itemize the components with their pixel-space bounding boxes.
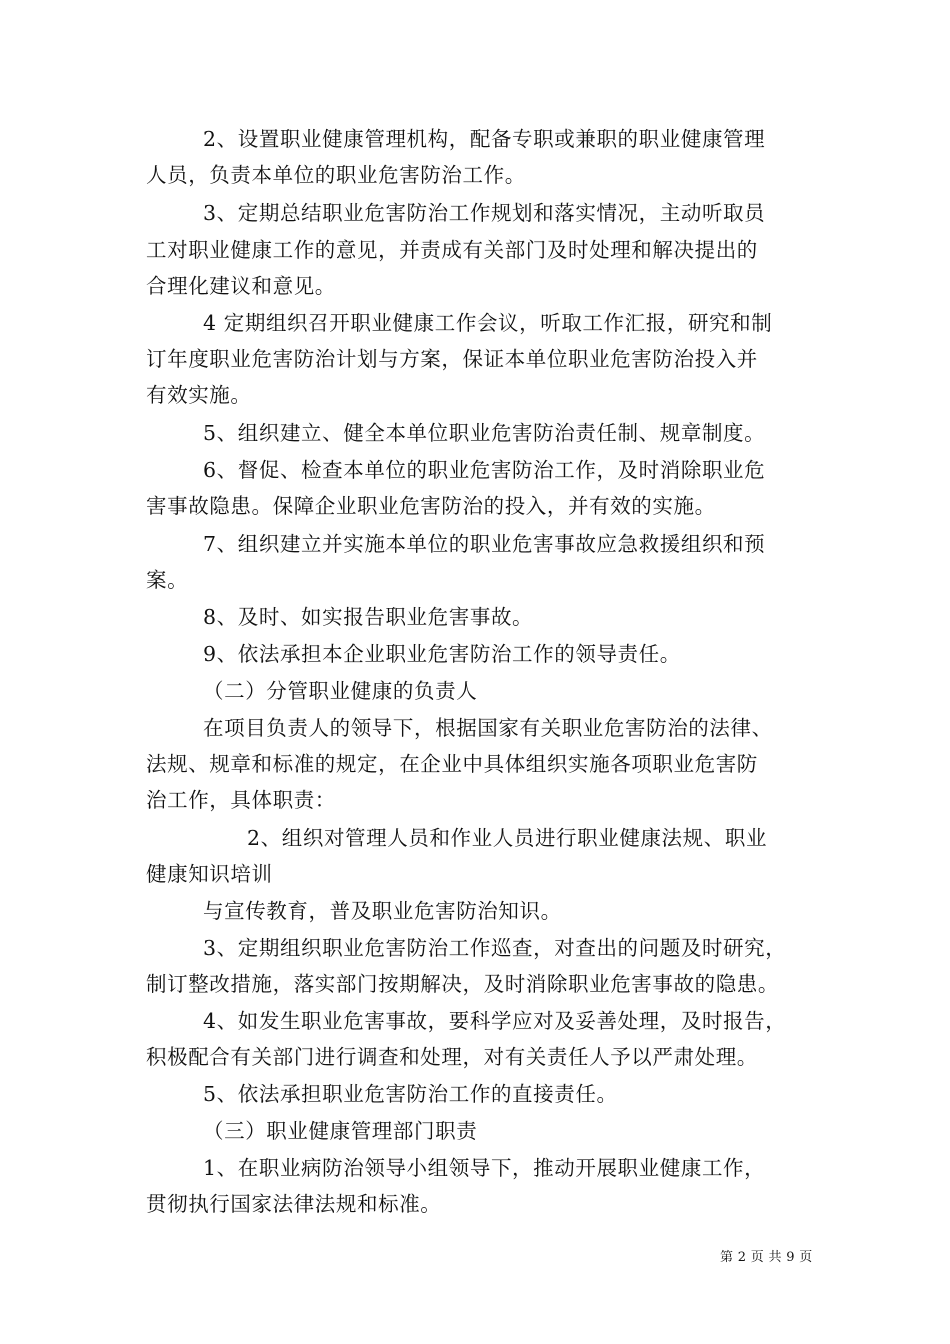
- text-line: 3、定期总结职业危害防治工作规划和落实情况，主动听取员: [203, 201, 766, 225]
- text-line: 在项目负责人的领导下，根据国家有关职业危害防治的法律、: [203, 716, 773, 740]
- text-line: 2、设置职业健康管理机构，配备专职或兼职的职业健康管理: [203, 127, 766, 151]
- text-line: 6、督促、检查本单位的职业危害防治工作，及时消除职业危: [203, 458, 766, 482]
- text-line: 治工作，具体职责：: [146, 788, 336, 812]
- text-line: 5、依法承担职业危害防治工作的直接责任。: [203, 1082, 618, 1106]
- text-line: 7、组织建立并实施本单位的职业危害事故应急救援组织和预: [203, 532, 766, 556]
- text-line: 9、依法承担本企业职业危害防治工作的领导责任。: [203, 642, 681, 666]
- text-line: 法规、规章和标准的规定，在企业中具体组织实施各项职业危害防: [146, 752, 758, 776]
- text-line: 合理化建议和意见。: [146, 274, 336, 298]
- text-line: 案。: [146, 568, 189, 592]
- text-line: 8、及时、如实报告职业危害事故。: [203, 605, 534, 629]
- text-line: 4 定期组织召开职业健康工作会议，听取工作汇报，研究和制: [203, 311, 773, 335]
- section-heading: （二）分管职业健康的负责人: [203, 679, 478, 703]
- text-line: 3、定期组织职业危害防治工作巡查，对查出的问题及时研究，: [203, 936, 787, 960]
- text-line: 与宣传教育，普及职业危害防治知识。: [203, 899, 562, 923]
- text-line: 4、如发生职业危害事故，要科学应对及妥善处理，及时报告，: [203, 1009, 787, 1033]
- page-number-footer: 第 2 页 共 9 页: [720, 1250, 813, 1265]
- text-line: 害事故隐患。保障企业职业危害防治的投入，并有效的实施。: [146, 494, 716, 518]
- text-line: 2、组织对管理人员和作业人员进行职业健康法规、职业: [247, 826, 768, 850]
- text-line: 贯彻执行国家法律法规和标准。: [146, 1192, 442, 1216]
- text-line: 健康知识培训: [146, 862, 273, 886]
- text-line: 人员，负责本单位的职业危害防治工作。: [146, 163, 526, 187]
- text-line: 5、组织建立、健全本单位职业危害防治责任制、规章制度。: [203, 421, 766, 445]
- text-line: 订年度职业危害防治计划与方案，保证本单位职业危害防治投入并: [146, 347, 758, 371]
- text-line: 积极配合有关部门进行调查和处理，对有关责任人予以严肃处理。: [146, 1045, 758, 1069]
- text-line: 制订整改措施，落实部门按期解决，及时消除职业危害事故的隐患。: [146, 972, 779, 996]
- text-line: 1、在职业病防治领导小组领导下，推动开展职业健康工作，: [203, 1156, 766, 1180]
- section-heading: （三）职业健康管理部门职责: [203, 1119, 478, 1143]
- text-line: 工对职业健康工作的意见，并责成有关部门及时处理和解决提出的: [146, 238, 758, 262]
- text-line: 有效实施。: [146, 383, 252, 407]
